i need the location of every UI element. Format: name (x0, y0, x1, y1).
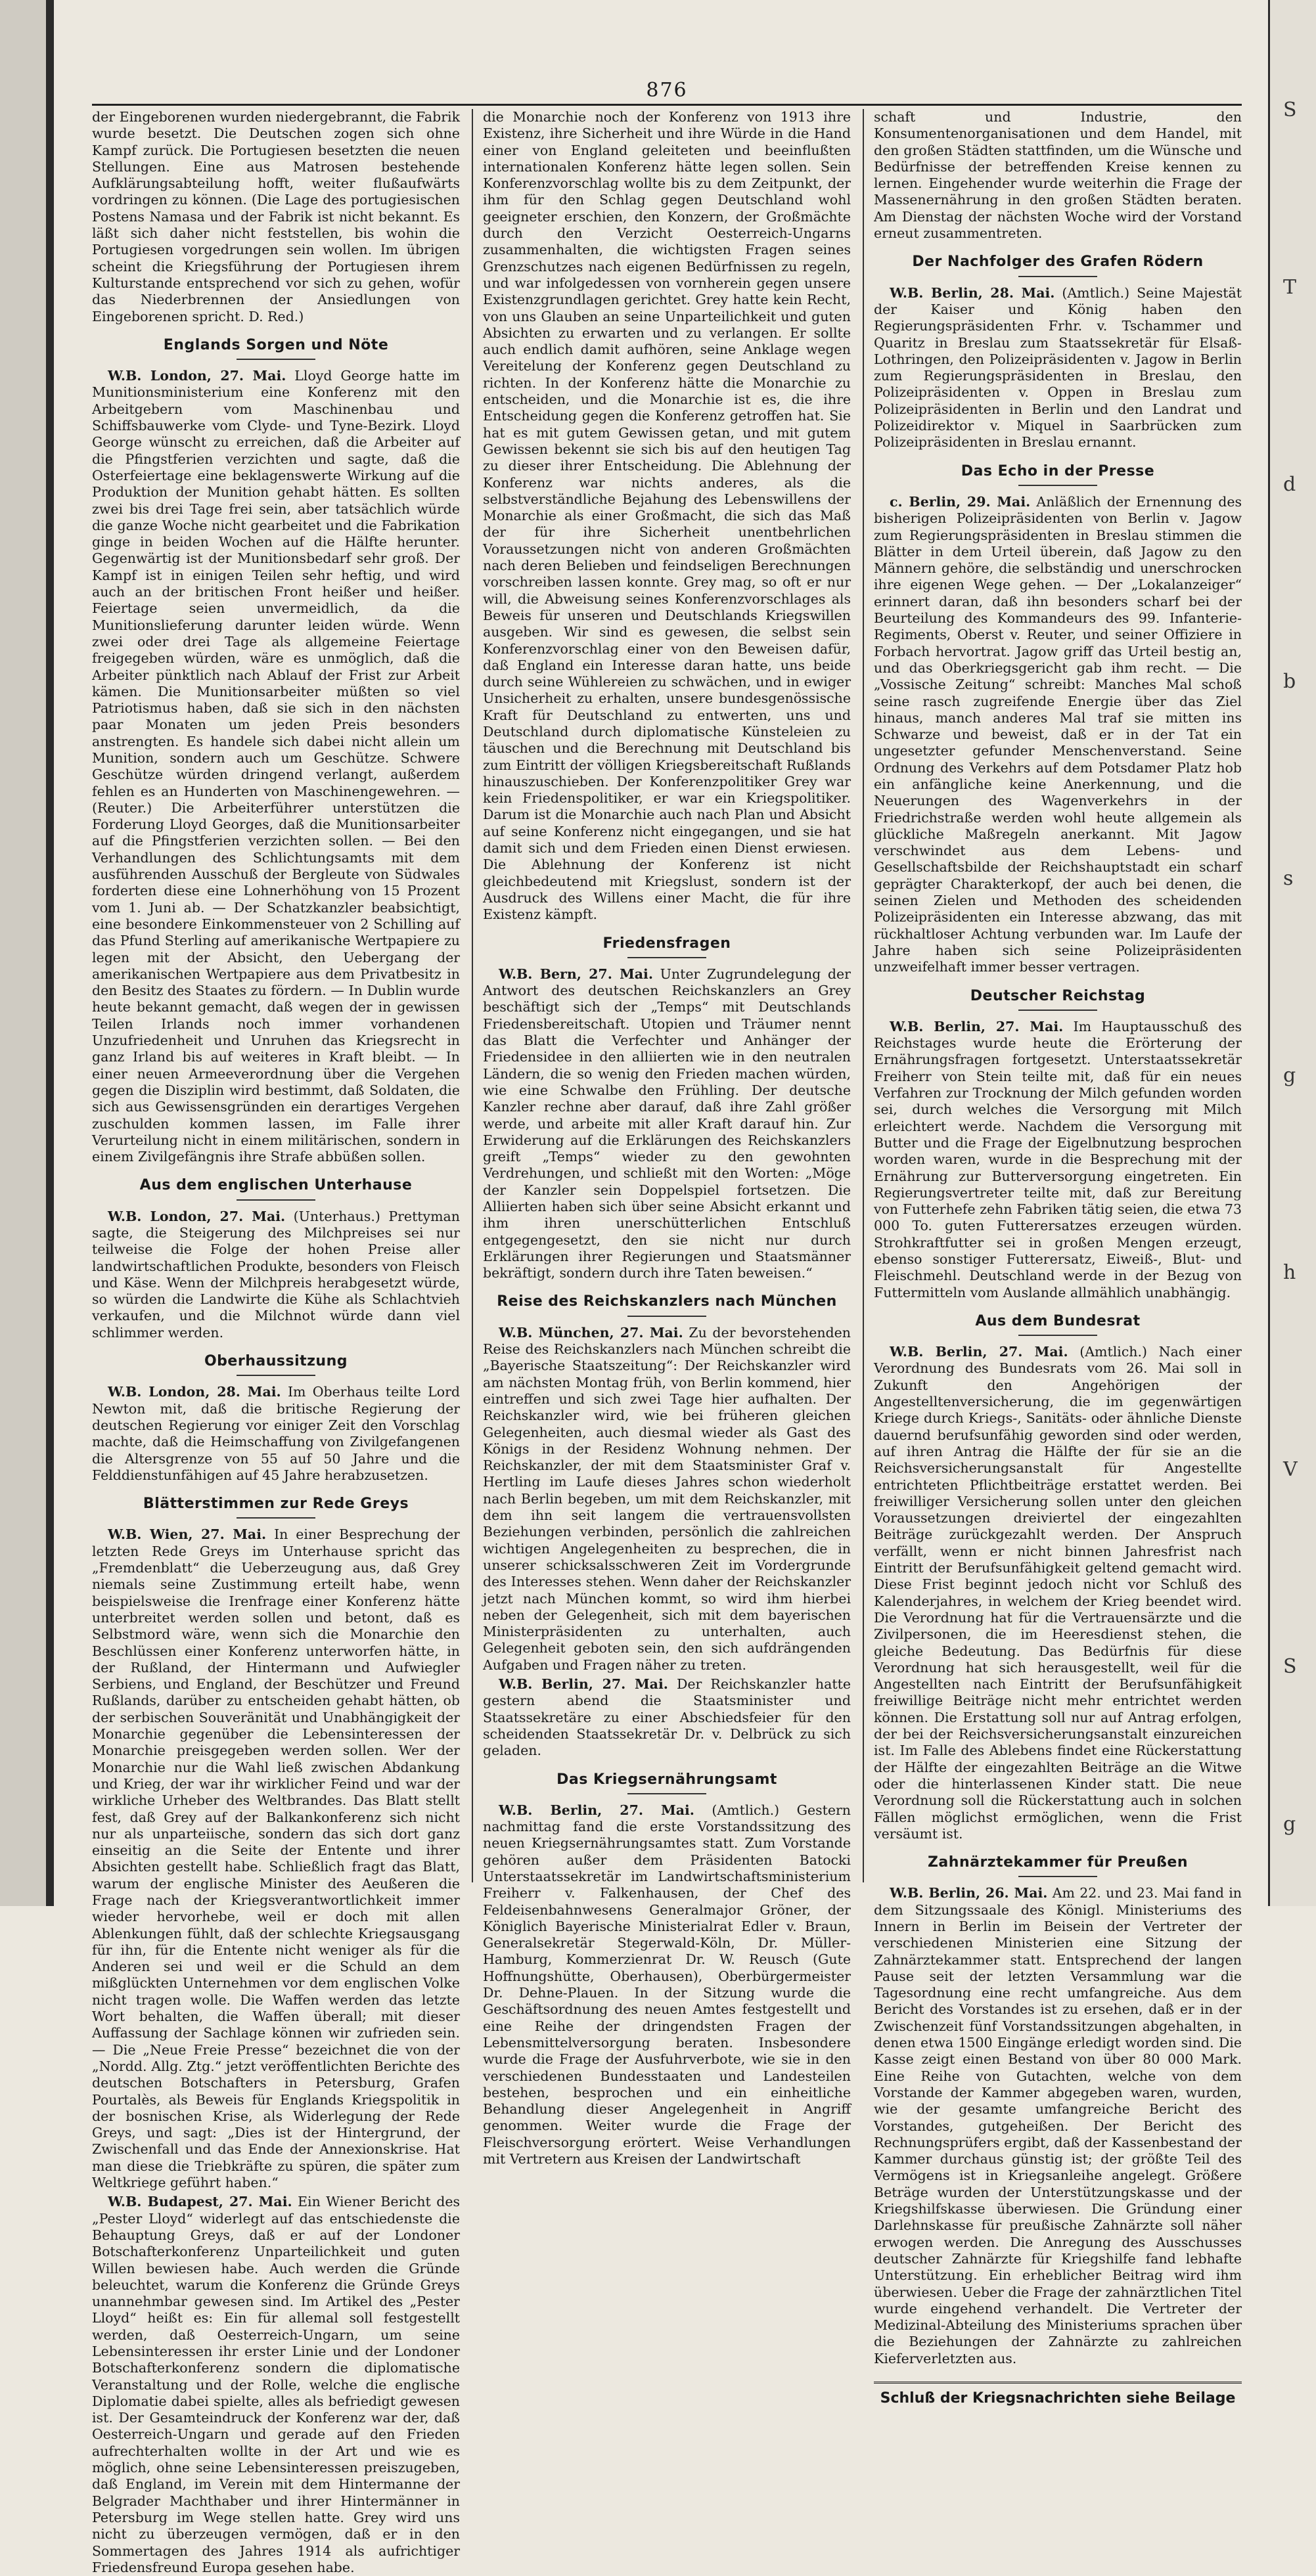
dateline: W.B. Berlin, 27. Mai. (499, 1802, 694, 1818)
article-text: (Amtlich.) Gestern nachmittag fand die erste Vorstandssitzung des neuen Kriegsernährungsamtes statt. Zum Vorstande gehören außer dem Präsidenten Batocki Unterstaatssekretär im Landwirtschaftsministerium Freiherr v. Falkenhausen, der Chef des Feldeisenbahnwesens Generalmajor Gröner, der Königlich Bayerische Ministerialrat Edler v. Braun, Generalsekretär Stegerwald-Köln, Dr. Müller-Hamburg, Kommerzienrat Dr. W. Reusch (Gute Hoffnungshütte, Oberhausen), Oberbürgermeister Dr. Dehne-Plauen. In der Sitzung wurde die Geschäftsordnung des neuen Amtes festgestellt und eine Reihe der dringendsten Fragen der Lebensmittelversorgung beraten. Insbesondere wurde die Frage der Ausfuhrverbote, wie sie in den verschiedenen Bundesstaaten und Landesteilen bestehen, besprochen und ein einheitliche Behandlung dieser Angelegenheit in Angriff genommen. Weiter wurde die Frage der Fleischversorgung erörtert. Weise Verhandlungen mit Vertretern aus Kreisen der Landwirtschaft (483, 1802, 851, 2167)
article-text: In einer Besprechung der letzten Rede Greys im Unterhause spricht das „Fremdenblatt“ die Ueberzeugung aus, daß Grey niemals seine Zustimmung erteilt habe, wenn beispielsweise die Irenfrage einer Konferenz hätte unterbreitet werden sollen und betont, daß es Selbstmord wäre, wenn sich die Monarchie den Beschlüssen einer Konferenz unterworfen hätte, in der Rußland, der Hintermann und Aufwiegler Serbiens, und England, der Beschützer und Freund Rußlands, darüber zu entscheiden gehabt hätten, ob der serbischen Souveränität und Unabhängigkeit der Monarchie gegenüber die Lebensinteressen der Monarchie preisgegeben werden sollen. Wer der Monarchie nur die Wahl ließ zwischen Abdankung und Krieg, der war ihr wirklicher Feind und war der wirkliche Urheber des Weltbrandes. Das Blatt stellt fest, daß Grey auf der Balkankonferenz sich nicht nur als unparteiische, sondern das sich dort ganz einseitig an die Seite der Entente und ihrer Absichten gestellt habe. Schließlich fragt das Blatt, warum der englische Minister des Aeußeren die Frage nach der Kriegsverantwortlichkeit immer wieder hervorhebe, weil er doch mit allen Ablenkungen fühlt, daß der schlechte Kriegsausgang für ihn, für die Entente nicht weniger als für die Anderen sei und weil er die Schuld an dem mißglückten Unternehmen vor dem englischen Volke nicht tragen wolle. Die Waffen werden das letzte Wort behalten, die Waffen überall; mit dieser Auffassung der Sachlage können wir zufrieden sein. — Die „Neue Freie Presse“ bezeichnet die von der „Nordd. Allg. Ztg.“ jetzt veröffentlichten Berichte des deutschen Botschafters in Petersburg, Grafen Pourtalès, als Beweis für Englands Kriegspolitik in der bosnischen Krise, als Widerlegung der Rede Greys, und sagt: „Dies ist der Hintergrund, der Zwischenfall und das Ende der Annexionskrise. Hat man diese die Triebkräfte zu spüren, die später zum Weltkriege geführt haben.“ (92, 1526, 460, 2191)
column-3 (874, 109, 1242, 2407)
article-text: Lloyd George hatte im Munitionsministerium eine Konferenz mit den Arbeitgebern vom Maschinenbau und Schiffsbauwerke vom Clyde- und Tyne-Bezirk. Lloyd George wünscht zu erreichen, daß die Arbeiter auf die Pfingstferien verzichten und sagte, daß die Osterfeiertage eine beklagenswerte Wirkung auf die Produktion der Munition gehabt hätten. Es sollten zwei bis drei Tage frei sein, aber tatsächlich würde die ganze Woche nicht gearbeitet und die Fabrikation ginge in beiden Wochen auf die Hälfte herunter. Gegenwärtig ist der Munitionsbedarf sehr groß. Der Kampf ist in einigen Teilen sehr heftig, und wird auch an der britischen Front heißer und heißer. Feiertage seien unvermeidlich, da die Munitionslieferung darunter leiden würde. Wenn zwei oder drei Tage als allgemeine Feiertage freigegeben würden, wäre es unmöglich, daß die Arbeiter pünktlich nach Ablauf der Frist zur Arbeit kämen. Die Munitionsarbeiter müßten so viel Patriotismus haben, daß sie sich in den nächsten paar Monaten um jeden Preis besonders anstrengten. Es handele sich dabei nicht allein um Munition, sondern auch um Geschütze. Schwere Geschütze würden dringend verlangt, außerdem fehlen es an Hunderten von Maschinengewehren. — (Reuter.) Die Arbeiterführer unterstützen die Forderung Lloyd Georges, daß die Munitionsarbeiter auf die Pfingstferien verzichten sollen. — Bei den Verhandlungen des Schlichtungsamts mit dem ausführenden Ausschuß der Bergleute von Südwales forderten diese eine Lohnerhöhung von 15 Prozent vom 1. Juni ab. — Der Schatzkanzler beabsichtigt, eine besondere Einkommensteuer von 2 Schilling auf das Pfund Sterling auf amerikanische Wertpapiere zu legen mit der Absicht, den Uebergang der amerikanischen Wertpapiere aus dem Privatbesitz in den Besitz des Staates zu fördern. — In Dublin wurde heute bekannt gemacht, daß wegen der in gewissen Teilen Irlands noch immer vorhandenen Unzufriedenheit und Unruhen das Kriegsrecht in ganz Irland bis auf weiteres in Kraft bleibt. — In einer neuen Armeeverordnung über die Vergehen gegen die Disziplin wird bestimmt, daß Soldaten, die sich aus Gewissensgründen ein derartiges Vergehen zuschulden kommen lassen, im Falle ihrer Verurteilung nicht in einem militärischen, sondern in einem Zivilgefängnis ihre Strafe abbüßen sollen. (92, 368, 460, 1165)
dateline: W.B. Wien, 27. Mai. (108, 1526, 267, 1543)
dateline: W.B. Berlin, 27. Mai. (890, 1018, 1064, 1034)
article-paragraph (874, 285, 1242, 451)
article-text: (Amtlich.) Seine Majestät der Kaiser und König haben den Regierungspräsidenten Frhr. v. Tschammer und Quaritz in Breslau zum Staatssekretär für Elsaß-Lothringen, den Polizeipräsidenten v. Jagow in Berlin zum Regierungspräsidenten in Breslau, den Polizeipräsidenten v. Oppen in Breslau zum Polizeipräsidenten in Berlin und den Landrat und Polizeidirektor v. Miquel in Saarbrücken zum Polizeipräsidenten in Breslau ernannt. (874, 284, 1242, 451)
headline-echo-presse: Das Echo in der Presse (874, 463, 1242, 486)
article-text: Im Oberhaus teilte Lord Newton mit, daß die britische Regierung der deutschen Regierung vor einiger Zeit den Vorschlag machte, daß die Heimschaffung von Zivilgefangenen die Altersgrenze von 55 auf 50 Jahre und die Felddienstunfähigen auf 45 Jahre herabzusetzen. (92, 1384, 460, 1483)
edge-glyph: d (1283, 473, 1296, 496)
article-text: Am 22. und 23. Mai fand in dem Sitzungssaale des Königl. Ministeriums des Innern in Berlin im Beisein der Vertreter der verschiedenen Ministerien eine Sitzung der Zahnärztekammer statt. Entsprechend der langen Pause seit der letzten Versammlung war die Tagesordnung eine recht umfangreiche. Aus dem Bericht des Vorstandes ist zu ersehen, daß er in der Zwischenzeit fünf Vorstandssitzungen abgehalten, in denen etwa 1500 Eingänge erledigt worden sind. Die Kasse zeigt einen Bestand von über 80 000 Mark. Eine Reihe von Gutachten, welche von dem Vorstande der Kammer abgegeben waren, wurden, wie der gesamte umfangreiche Bericht des Vorstandes, gutgeheißen. Der Bericht des Rechnungsprüfers ergibt, daß der Kassenbestand der Kammer durchaus günstig ist; der größte Teil des Vermögens ist in Kriegsanleihe angelegt. Größere Beträge wurden der Unterstützungskasse und der Kriegshilfskasse überwiesen. Die Gründung einer Darlehnskasse für preußische Zahnärzte soll näher erwogen werden. Die Anregung des Ausschusses deutscher Zahnärzte für Kriegshilfe fand lebhafte Unterstützung. Ein erheblicher Beitrag wird ihm überwiesen. Ueber die Frage der zahnärztlichen Titel wurde eingehend verhandelt. Die Vertreter der Medizinal-Abteilung des Ministeriums sprachen über die Beziehungen der Zahnärzte zu zahlreichen Kieferverletzten aus. (874, 1885, 1242, 2366)
headline-englands-sorgen: Englands Sorgen und Nöte (92, 337, 460, 360)
article-text: Zu der bevorstehenden Reise des Reichskanzlers nach München schreibt die „Bayerische Staatszeitung“: Der Reichskanzler wird am nächsten Montag früh, von Berlin kommend, hier eintreffen und sich zwei Tage hier aufhalten. Der Reichskanzler wird, wie bei früheren gleichen Gelegenheiten, auch diesmal wieder als Gast des Königs in der Residenz Wohnung nehmen. Der Reichskanzler, der mit dem Staatsminister Graf v. Hertling im Laufe dieses Jahres schon wiederholt nach Berlin begeben, um mit dem Reichskanzler, mit dem ihn seit langem die vertrauensvollsten Beziehungen verbinden, persönlich die zahlreichen wichtigen Angelegenheiten zu besprechen, die in unserer schicksalsschweren Zeit im Vordergrunde des Interesses stehen. Wenn daher der Reichskanzler jetzt nach München kommt, so wird ihm hierbei neben der Gelegenheit, sich mit dem bayerischen Ministerpräsidenten zu unterhalten, auch Gelegenheit geboten sein, den sich aufdrängenden Aufgaben und Fragen näher zu treten. (483, 1324, 851, 1673)
page-number: 876 (646, 79, 688, 102)
article-continuation: der Eingeborenen wurden niedergebrannt, die Fabrik wurde besetzt. Die Deutschen zogen sich ohne Kampf zurück. Die Portugiesen besetzten die neuen Stellungen. Eine aus Matrosen bestehende Aufklärungsabteilung hofft, weiter flußaufwärts vordringen zu können. (Die Lage des portugiesischen Postens Namasa und der Fabrik ist nicht bekannt. Es läßt sich daher nicht feststellen, bis wohin die Portugiesen vorgedrungen sein wollen. Im übrigen scheint die Kriegsführung der Portugiesen ihrem Kulturstande entsprechend vor sich zu gehen, wofür das Niederbrennen der Ansiedlungen von Eingeborenen spricht. D. Red.) (92, 109, 460, 324)
edge-glyph: g (1283, 1064, 1296, 1087)
edge-glyph: S (1283, 1655, 1297, 1678)
dateline: W.B. Budapest, 27. Mai. (108, 2194, 292, 2210)
header-rule (92, 104, 1242, 106)
dateline: W.B. London, 28. Mai. (108, 1384, 281, 1400)
article-paragraph (874, 1019, 1242, 1301)
article-text: (Unterhaus.) Prettyman sagte, die Steigerung des Milchpreises sei nur teilweise die Folge der hohen Preise aller landwirtschaftlichen Produkte, besonders von Fleisch und Käse. Wenn der Milchpreis herabgesetzt würde, so würden die Landwirte die Kühe als Schlachtvieh verkaufen, und die Milchnot würde dann viel schlimmer werden. (92, 1208, 460, 1341)
headline-bundesrat: Aus dem Bundesrat (874, 1313, 1242, 1336)
article-paragraph (92, 2194, 460, 2576)
dateline: W.B. München, 27. Mai. (499, 1324, 683, 1341)
dateline: W.B. Bern, 27. Mai. (499, 966, 653, 982)
dateline: W.B. London, 27. Mai. (108, 1208, 286, 1224)
article-paragraph (92, 1384, 460, 1484)
edge-glyph: s (1283, 867, 1294, 890)
edge-glyph: b (1283, 670, 1296, 693)
article-paragraph (874, 1344, 1242, 1842)
dateline: W.B. Berlin, 28. Mai. (890, 284, 1055, 301)
scan-edge-left (0, 0, 54, 1906)
headline-reise-reichskanzler: Reise des Reichskanzlers nach München (483, 1293, 851, 1316)
article-text: Ein Wiener Bericht des „Pester Lloyd“ widerlegt auf das entschiedenste die Behauptung Greys, daß er auf der Londoner Botschafterkonferenz Unparteilichkeit und guten Willen bewiesen habe. Auch werden die Gründe beleuchtet, warum die Konferenz die Gründe Greys unannehmbar gewesen sind. Im Artikel des „Pester Lloyd“ heißt es: Ein für allemal soll festgestellt werden, daß Oesterreich-Ungarn, um seine Lebensinteressen ihr erster Linie und der Londoner Botschafterkonferenz sondern die diplomatische Veranstaltung und der Rolle, welche die englische Diplomatie dabei spielte, alles als befriedigt gewesen ist. Der Gesamteindruck der Konferenz war der, daß Oesterreich-Ungarn und gerade auf den Frieden aufrechterhalten wollte in der Art und wie es möglich, ohne seine Lebensinteressen preiszugeben, daß England, im Verein mit dem Hintermanne der Belgrader Machthaber und ihrer Hintermänner in Petersburg im Wege stellen hatte. Grey wird uns nicht zu überzeugen vermögen, daß er in den Sommertagen des Jahres 1914 als aufrichtiger Friedensfreund Europa gesehen habe. (92, 2194, 460, 2575)
article-continuation: die Monarchie noch der Konferenz von 1913 ihre Existenz, ihre Sicherheit und ihre Würde in die Hand einer von England geleiteten und beeinflußten internationalen Konferenz hätte legen sollen. Sein Konferenzvorschlag wollte bis zu dem Zeitpunkt, der ihm für den Schlag gegen Deutschland wohl geeigneter erschien, den Konzern, der Großmächte durch den Verzicht Oesterreich-Ungarns zusammenhalten, die wichtigsten Fragen seines Grenzschutzes nach eigenen Bedürfnissen zu regeln, und war infolgedessen von vornherein gegen unsere Existenzgrundlagen gerichtet. Grey hatte kein Recht, von uns Glauben an seine Unparteilichkeit und guten Absichten zu erwarten und zu verlangen. Er sollte auch endlich damit aufhören, seine Anklage wegen Vereitelung der Konferenz gegen Deutschland zu richten. In der Konferenz hätte die Monarchie zu entscheiden, und die Monarchie ist es, die ihre Entscheidung gegen die Konferenz getroffen hat. Sie hat es mit gutem Gewissen getan, und mit gutem Gewissen bekennt sie sich bis auf den heutigen Tag zu dieser ihrer Entscheidung. Die Ablehnung der Konferenz war nichts anderes, als die selbstverständliche Bejahung des Lebenswillens der Monarchie als einer Großmacht, die sich das Maß der für ihre Sicherheit unentbehrlichen Voraussetzungen nicht von anderen Großmächten nach deren Belieben und feindseligen Berechnungen vorschreiben lassen konnte. Grey mag, so oft er nur will, die Abweisung seines Konferenzvorschlages als Beweis für unseren und Deutschlands Kriegswillen ausgeben. Wir sind es gewesen, die selbst sein Konferenzvorschlag einer von den Beweisen dafür, daß England ein Interesse daran hatte, uns beide durch seine Wühlereien zu schwächen, und in ewiger Unsicherheit zu erhalten, unsere bundesgenössische Kraft für Deutschland zu entwerten, uns und Deutschland durch diplomatische Künsteleien zu täuschen und die Berechnung mit Deutschland bis zum Eintritt der völligen Kriegsbereitschaft Rußlands hinauszuschieben. Der Konferenzpolitiker Grey war kein Friedenspolitiker, er war ein Kriegspolitiker. Darum ist die Monarchie auch nach Plan und Absicht auf seine Konferenz nicht eingegangen, und sie hat damit sich und dem Frieden einen Dienst erwiesen. Die Ablehnung der Konferenz ist nicht gleichbedeutend mit Kriegslust, sondern ist der Ausdruck des Willens einer Macht, die für ihre Existenz kämpft. (483, 109, 851, 923)
newspaper-page (92, 79, 1242, 2575)
column-1 (92, 109, 460, 2575)
column-2 (483, 109, 851, 2167)
article-paragraph (92, 1209, 460, 1341)
dateline: W.B. Berlin, 27. Mai. (499, 1676, 668, 1693)
headline-kriegsernaehrungsamt: Das Kriegsernährungsamt (483, 1771, 851, 1794)
dateline: W.B. Berlin, 27. Mai. (890, 1344, 1068, 1360)
headline-unterhaus: Aus dem englischen Unterhause (92, 1177, 460, 1200)
edge-glyph: h (1283, 1261, 1296, 1284)
dateline: W.B. London, 27. Mai. (108, 368, 286, 384)
binding-gutter (46, 0, 54, 1906)
headline-reichstag: Deutscher Reichstag (874, 988, 1242, 1011)
closing-note: Schluß der Kriegsnachrichten siehe Beilage (874, 2382, 1242, 2407)
scan-edge-right (1268, 0, 1316, 1906)
edge-glyph: g (1283, 1813, 1296, 1836)
column-divider (472, 109, 473, 1882)
edge-glyph: T (1283, 276, 1297, 299)
headline-nachfolger-roedern: Der Nachfolger des Grafen Rödern (874, 254, 1242, 277)
article-paragraph (92, 368, 460, 1165)
article-continuation: schaft und Industrie, den Konsumentenorganisationen und dem Handel, mit den großen Städten stattfinden, um die Wünsche und Bedürfnisse der betreffenden Kreise kennen zu lernen. Eingehender wurde weiterhin die Frage der Massenernährung in den großen Städten beraten. Am Dienstag der nächsten Woche wird der Vorstand erneut zusammentreten. (874, 109, 1242, 242)
article-text: Der Reichskanzler hatte gestern abend die Staatsminister und Staatssekretäre zu einer Abschiedsfeier für den scheidenden Staatssekretär Dr. v. Delbrück zu sich geladen. (483, 1676, 851, 1759)
dateline: W.B. Berlin, 26. Mai. (890, 1885, 1048, 1901)
article-text: Unter Zugrundelegung der Antwort des deutschen Reichskanzlers an Grey beschäftigt sich der „Temps“ mit Deutschlands Friedensbereitschaft. Utopien und Träumer nennt das Blatt die Verfechter und Anhänger der Friedensidee in den alliierten wie in den neutralen Ländern, die so wenig den Frieden machen würden, wie eine Schwalbe den Frühling. Der deutsche Kanzler rechne aber darauf, daß ihre Zahl größer werde, und arbeite mit aller Kraft darauf hin. Zur Erwiderung auf die Erklärungen des Reichskanzlers greift „Temps“ wieder zu den gewohnten Verdrehungen, und schließt mit den Worten: „Möge der Kanzler sein Doppelspiel fortsetzen. Die Alliierten haben sich über seine Absicht erkannt und ihm ihren unerschütterlichen Entschluß entgegengesetzt, den sie nicht nur durch Erklärungen ihrer Regierungen und Staatsmänner bekräftigt, sondern durch ihre Taten beweisen.“ (483, 966, 851, 1281)
headline-zahnaerztekammer: Zahnärztekammer für Preußen (874, 1854, 1242, 1877)
article-paragraph (92, 1526, 460, 2191)
article-paragraph (874, 494, 1242, 976)
headline-friedensfragen: Friedensfragen (483, 935, 851, 958)
column-divider (863, 109, 864, 1882)
article-text: Anläßlich der Ernennung des bisherigen Polizeipräsidenten von Berlin v. Jagow zum Regierungspräsidenten in Breslau stimmen die Blätter in dem Urteil überein, daß Jagow zu den Männern gehöre, die selbständig und unerschrocken ihre eigenen Wege gehen. — Der „Lokalanzeiger“ erinnert daran, daß ihn besonders scharf bei der Beurteilung des Kommandeurs des 99. Infanterie-Regiments, Oberst v. Reuter, und seiner Offiziere in Forbach hervortrat. Jagow griff das Urteil bestig an, und das Oberkriegsgericht gab ihm recht. — Die „Vossische Zeitung“ schreibt: Manches Mal schoß seine rasch zugreifende Energie über das Ziel hinaus, manch anderes Mal traf sie mitten ins Schwarze und beweist, daß er in der Tat ein ungesetzter gefunder Menschenverstand. Seine Ordnung des Verkehrs auf dem Potsdamer Platz hob ein anfängliche keine Anerkennung, und die Neuerungen des Wagenverkehrs in der Friedrichstraße werden wohl heute allgemein als glückliche Maßregeln anerkannt. Mit Jagow verschwindet aus dem Lebens- und Gesellschaftsbilde der Reichshauptstadt ein scharf geprägter Charakterkopf, der auch bei denen, die seinen Zielen und Methoden des scheidenden Polizeipräsidenten ein Interesse abzwang, das mit rückhaltloser Achtung verbunden war. Im Laufe der Jahre haben sich seine Polizeipräsidenten unzweifelhaft immer besser vertragen. (874, 493, 1242, 975)
article-paragraph (483, 1802, 851, 2168)
dateline: c. Berlin, 29. Mai. (890, 493, 1031, 510)
headline-blaetterstimmen: Blätterstimmen zur Rede Greys (92, 1496, 460, 1519)
edge-glyph: V (1283, 1458, 1298, 1481)
article-paragraph (874, 1885, 1242, 2367)
headline-oberhaussitzung: Oberhaussitzung (92, 1353, 460, 1376)
article-paragraph (483, 966, 851, 1282)
article-text: (Amtlich.) Nach einer Verordnung des Bundesrats vom 26. Mai soll in Zukunft den Angehörigen der Angestelltenversicherung, die im gegenwärtigen Kriege durch Kriegs-, Sanitäts- oder ähnliche Dienste dauernd berufsunfähig geworden sind oder werden, auf ihren Antrag die Hälfte der für sie an die Reichsversicherungsanstalt für Angestellte entrichteten Pflichtbeiträge erstattet werden. Bei freiwilliger Versicherung sollen unter den gleichen Voraussetzungen dreiviertel der eingezahlten Beiträge zurückgezahlt werden. Der Anspruch verfällt, wenn er nicht binnen Jahresfrist nach Eintritt der Berufsunfähigkeit geltend gemacht wird. Diese Frist beginnt jedoch nicht vor Schluß des Kalenderjahres, in welchem der Krieg beendet wird. Die Verordnung hat für die Vertrauensärzte und die Zivilpersonen, die im Heeresdienst stehen, die gleiche Bedeutung. Das Bedürfnis für diese Verordnung hat sich herausgestellt, weil für die Angestellten nach Eintritt der Berufsunfähigkeit freiwillige Beiträge nicht mehr entrichtet werden können. Die Erstattung soll nur auf Antrag erfolgen, der bei der Reichsversicherungsanstalt einzureichen ist. Im Falle des Ablebens findet eine Rückerstattung der Hälfte der eingezahlten Beiträge an die Witwe oder die hinterlassenen Kinder statt. Die neue Verordnung soll die Rückerstattung auch in solchen Fällen möglichst ermöglichen, wenn die Frist versäumt ist. (874, 1344, 1242, 1842)
edge-glyph: S (1283, 99, 1297, 122)
article-paragraph (483, 1325, 851, 1674)
article-text: Im Hauptausschuß des Reichstages wurde heute die Erörterung der Ernährungsfragen fortgesetzt. Unterstaatssekretär Freiherr von Stein teilte mit, daß für ein neues Verfahren zur Trocknung der Milch gefunden worden sei, durch welches die Versorgung mit Milch erleichtert werde. Nachdem die Versorgung mit Butter und die Frage der Eigelbnutzung besprochen worden waren, wurde in die Besprechung mit der Ernährung zur Butterversorgung eingetreten. Ein Regierungsvertreter teilte mit, daß zur Bereitung von Futterhefe zehn Fabriken tätig seien, die etwa 73 000 To. guten Futterersatzes erzeugen würden. Strohkraftfutter sei in großen Mengen erzeugt, ebenso sonstiger Futterersatz, Eiweiß-, Blut- und Fleischmehl. Deutschland werde in der Bezug von Futtermitteln vom Auslande allmählich unabhängig. (874, 1018, 1242, 1300)
article-paragraph (483, 1676, 851, 1759)
